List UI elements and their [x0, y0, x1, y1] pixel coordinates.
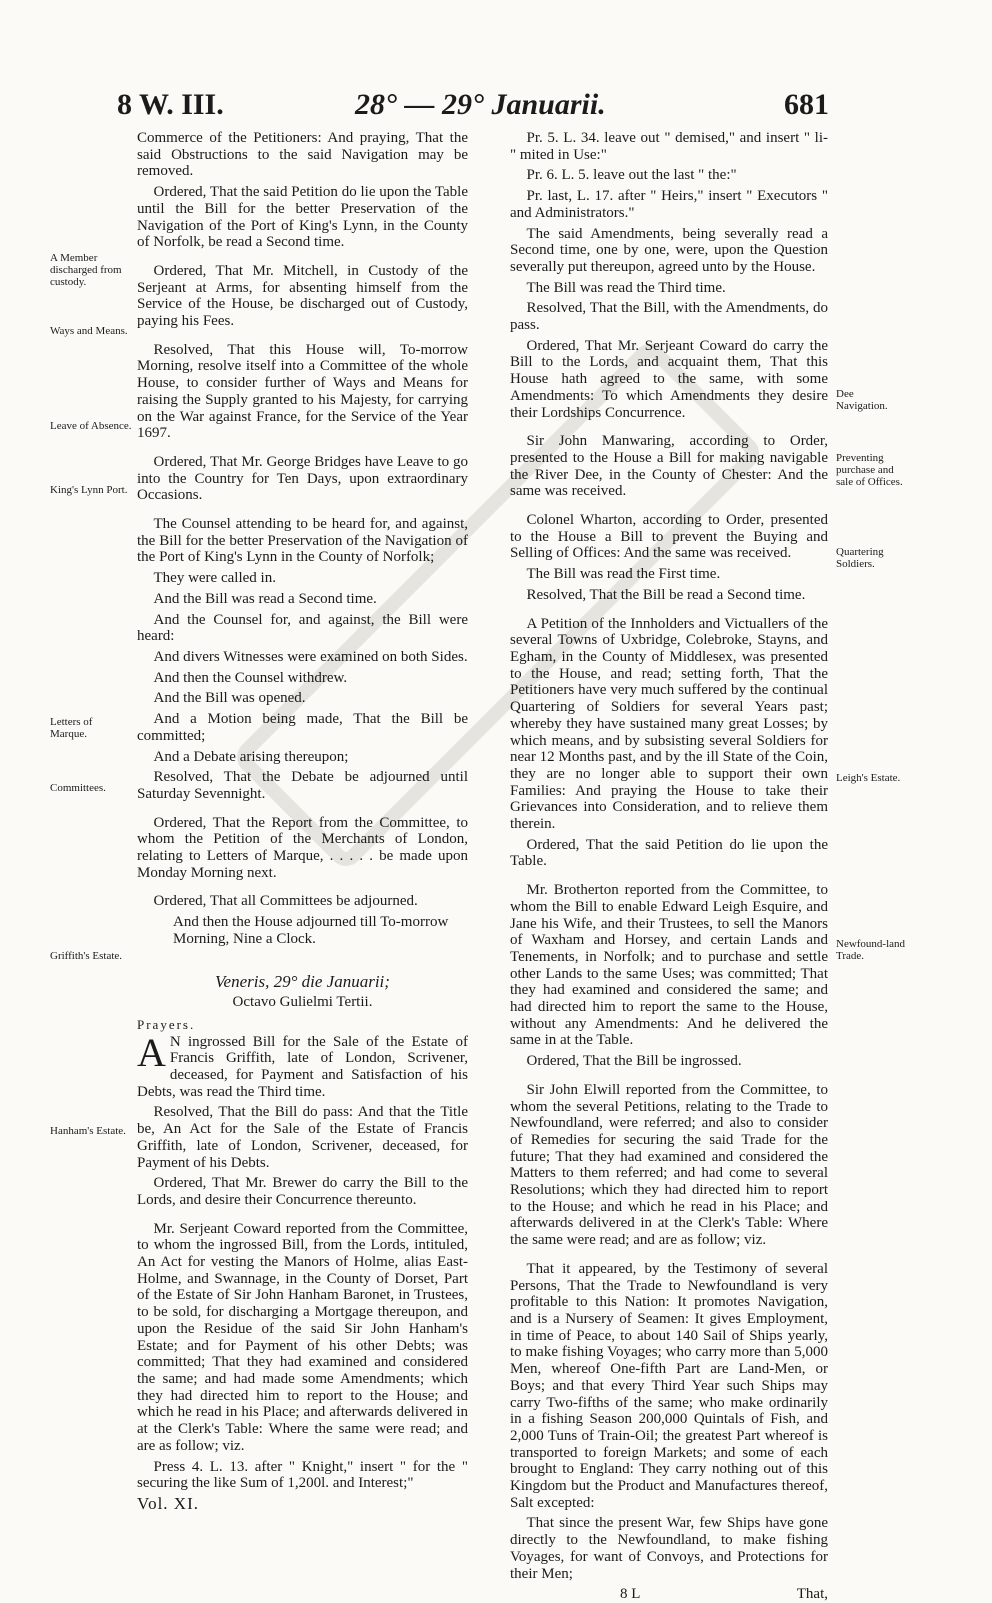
margin-note-quartering: Quartering Soldiers. — [836, 546, 884, 570]
header-regnal-year: 8 W. III. — [117, 88, 224, 121]
margin-note-leigh: Leigh's Estate. — [836, 772, 901, 784]
paragraph: The Bill was read the First time. — [526, 566, 721, 583]
day-subtitle: Octavo Gulielmi Tertii. — [232, 994, 373, 1011]
paragraph: Ordered, That the Bill be ingrossed. — [526, 1053, 742, 1070]
day-title: Veneris, 29° die Januarii; — [215, 971, 390, 991]
left-column — [137, 130, 468, 1513]
paragraph: Resolved, That the Debate be adjourned until Saturday Sevennight. — [137, 769, 468, 802]
margin-note-griffith: Griffith's Estate. — [50, 950, 123, 962]
paragraph: Pr. 5. L. 34. leave out " demised," and insert " li- " mited in Use:" — [510, 130, 828, 163]
paragraph: And a Debate arising thereupon; — [153, 748, 349, 765]
paragraph: Resolved, That this House will, To-morrow Morning, resolve itself into a Committee of the whole House, to consider further of Ways and Means for raising the Supply granted to his Majesty, for carrying on the War against France, for the Service of the Year 1697. — [137, 341, 468, 442]
paragraph: Press 4. L. 13. after " Knight," insert " for the " securing the like Sum of 1,200l. and Interest;" — [137, 1458, 468, 1492]
paragraph: That since the present War, few Ships have gone directly to the Newfoundland, to make fishing Voyages, for want of Convoys, and Protections for their Men; — [510, 1515, 828, 1582]
paragraph: Ordered, That the said Petition do lie upon the Table until the Bill for the better Preservation of the Navigation of the Port of King's Lynn, in the County of Norfolk, be read a Second time. — [137, 184, 468, 251]
catchword: That, — [796, 1586, 828, 1603]
volume-footer: Vol. XI. — [137, 1493, 199, 1513]
paragraph: Mr. Serjeant Coward reported from the Committee, to whom the ingrossed Bill, from the Lords, intituled, An Act for vesting the Manors of Holme, alias East-Holme, and Swannage, in the County of Dorset, Part of the Estate of Sir John Hanham Baronet, in Trustees, to be sold, for discharging a Mortgage thereupon, and upon the Residue of the said Sir John Hanham's Estate; and for Payment of his other Debts; was committed; That they had examined and considered the same; and had made some Amendments; which they had directed him to report to the House; and which he read in his Place; and afterwards delivered in at the Clerk's Table: Where the same were read; and are as follow; viz. — [137, 1220, 468, 1454]
paragraph: Sir John Elwill reported from the Committee, to whom the several Petitions, relating to the Trade to Newfoundland, were referred; and also to consider of Remedies for securing the said Trade for the future; That they had examined and considered the Matters to them referred; and had come to several Resolutions; which they had directed him to report to the House; and which he read in his Place; and afterwards delivered in at the Clerk's Table: Where the same were read; and are as follow; viz. — [510, 1081, 828, 1249]
paragraph: Mr. Brotherton reported from the Committee, to whom the Bill to enable Edward Leigh Esquire, and Jane his Wife, and their Trustees, to sell the Manors of Waxham and Horsey, and certain Lands and Tenements, in Norfolk; and to purchase and settle other Lands to the same Uses; was committed; That they had examined and considered the same; and had directed him to report the same to the House, without any Amendments: And he delivered the same in at the Table. — [510, 882, 828, 1049]
margin-note-dee: Dee Navigation. — [836, 388, 888, 412]
paragraph: And the Bill was opened. — [153, 690, 306, 707]
paragraph: Pr. 6. L. 5. leave out the last " the:" — [526, 167, 737, 184]
adjournment-note: And then the House adjourned till To-morrow Morning, Nine a Clock. — [173, 914, 449, 947]
margin-note-ways: Ways and Means. — [50, 325, 128, 337]
paragraph: And the Counsel for, and against, the Bill were heard: — [137, 611, 468, 645]
header-dates: 28° — 29° Januarii. — [355, 88, 606, 121]
paragraph: Colonel Wharton, according to Order, presented to the House a Bill to prevent the Buying and Selling of Offices: And the same was received. — [510, 512, 828, 562]
paragraph: Sir John Manwaring, according to Order, presented to the House a Bill for making navigable the River Dee, in the County of Chester: And the same was received. — [510, 433, 828, 500]
paragraph: The Bill was read the Third time. — [526, 279, 726, 296]
margin-note-committees: Committees. — [50, 782, 106, 794]
drop-cap: A — [137, 1029, 166, 1075]
paragraph: Ordered, That the Report from the Committee, to whom the Petition of the Merchants of London, relating to Letters of Marque, . . . . . be made upon Monday Morning next. — [137, 814, 468, 881]
margin-note-offices: Preventing purchase and sale of Offices. — [836, 452, 903, 488]
paragraph: Ordered, That Mr. George Bridges have Leave to go into the Country for Ten Days, upon extraordinary Occasions. — [137, 453, 468, 504]
paragraph: And the Bill was read a Second time. — [153, 590, 377, 607]
prayers-heading: Prayers. — [137, 1016, 196, 1032]
margin-note-leave: Leave of Absence. — [50, 420, 132, 432]
paragraph: Resolved, That the Bill, with the Amendments, do pass. — [510, 300, 828, 334]
paragraph: Ordered, That Mr. Mitchell, in Custody of the Serjeant at Arms, for absenting himself from the Service of the House, be discharged out of Custody, paying his Fees. — [137, 262, 468, 330]
margin-note-hanham: Hanham's Estate. — [50, 1125, 126, 1137]
margin-note-member: A Member discharged from custody. — [50, 252, 122, 288]
margin-note-newfound: Newfound-land Trade. — [836, 938, 906, 962]
paragraph: They were called in. — [153, 570, 276, 587]
paragraph: Ordered, That Mr. Brewer do carry the Bill to the Lords, and desire their Concurrence thereunto. — [137, 1175, 468, 1208]
paragraph: And divers Witnesses were examined on both Sides. — [153, 648, 468, 665]
paragraph: Resolved, That the Bill be read a Second time. — [526, 586, 806, 603]
paragraph: Ordered, That the said Petition do lie upon the Table. — [510, 836, 828, 870]
paragraph: Ordered, That all Committees be adjourned. — [153, 893, 418, 910]
right-column — [510, 130, 828, 1603]
paragraph: Pr. last, L. 17. after " Heirs," insert " Executors " and Administrators." — [510, 188, 828, 221]
paragraph: A Petition of the Innholders and Victuallers of the several Towns of Uxbridge, Colebroke, Stayns, and Egham, in the County of Middlesex, was presented to the House, and read; setting forth, That the Petitioners have very much suffered by the continual Quartering of Soldiers for several Years past; whereby they have sustained many great Losses; by which means, and by subsisting several Soldiers for near 12 Months past, and by the ill State of the Coin, they are no longer able to support their own Families: And praying the House to take their Grievances into Consideration, and to relieve them therein. — [510, 615, 828, 833]
paragraph: The Counsel attending to be heard for, and against, the Bill for the better Preservation of the Navigation of the Port of King's Lynn in the County of Norfolk; — [137, 516, 468, 566]
paragraph: Resolved, That the Bill do pass: And that the Title be, An Act for the Sale of the Estate of Francis Griffith, late of London, Scrivener, deceased, for Payment of his Debts. — [137, 1104, 468, 1171]
margin-note-lynn: King's Lynn Port. — [50, 484, 128, 496]
paragraph: That it appeared, by the Testimony of several Persons, That the Trade to Newfoundland is very profitable to this Nation: It promotes Navigation, and is a Nursery of Seamen: It gives Employment, in time of Peace, to about 140 Sail of Ships yearly, to make fishing Voyages; who carry more than 5,000 Men, whereof One-fifth Part are Land-Men, or Boys; and that every Third Year such Ships may carry Two-fifths of the same; who make ordinarily in a fishing Season 200,000 Quintals of Fish, and 2,000 Tuns of Train-Oil; the greatest Part whereof is transported to foreign Markets; and some of each brought to England: They carry nothing out of this Kingdom but the Product and Manufactures thereof, Salt excepted: — [510, 1260, 828, 1511]
paragraph: And a Motion being made, That the Bill be committed; — [137, 711, 468, 744]
margin-note-letters: Letters of Marque. — [50, 716, 93, 740]
paragraph: N ingrossed Bill for the Sale of the Estate of Francis Griffith, late of London, Scrivener, deceased, for Payment and Satisfaction of his Debts, was read the Third time. — [137, 1033, 468, 1100]
paragraph: Ordered, That Mr. Serjeant Coward do carry the Bill to the Lords, and acquaint them, That this House hath agreed to the same, with some Amendments: To which Amendments they desire their Lordships Concurrence. — [510, 337, 828, 421]
signature-mark: 8 L — [620, 1586, 641, 1603]
paragraph: The said Amendments, being severally read a Second time, one by one, were, upon the Question severally put thereupon, agreed unto by the House. — [510, 225, 828, 275]
paragraph: Commerce of the Petitioners: And praying, That the said Obstructions to the said Navigation may be removed. — [137, 130, 468, 180]
paragraph: And then the Counsel withdrew. — [153, 669, 348, 686]
header-page-number: 681 — [784, 88, 829, 121]
